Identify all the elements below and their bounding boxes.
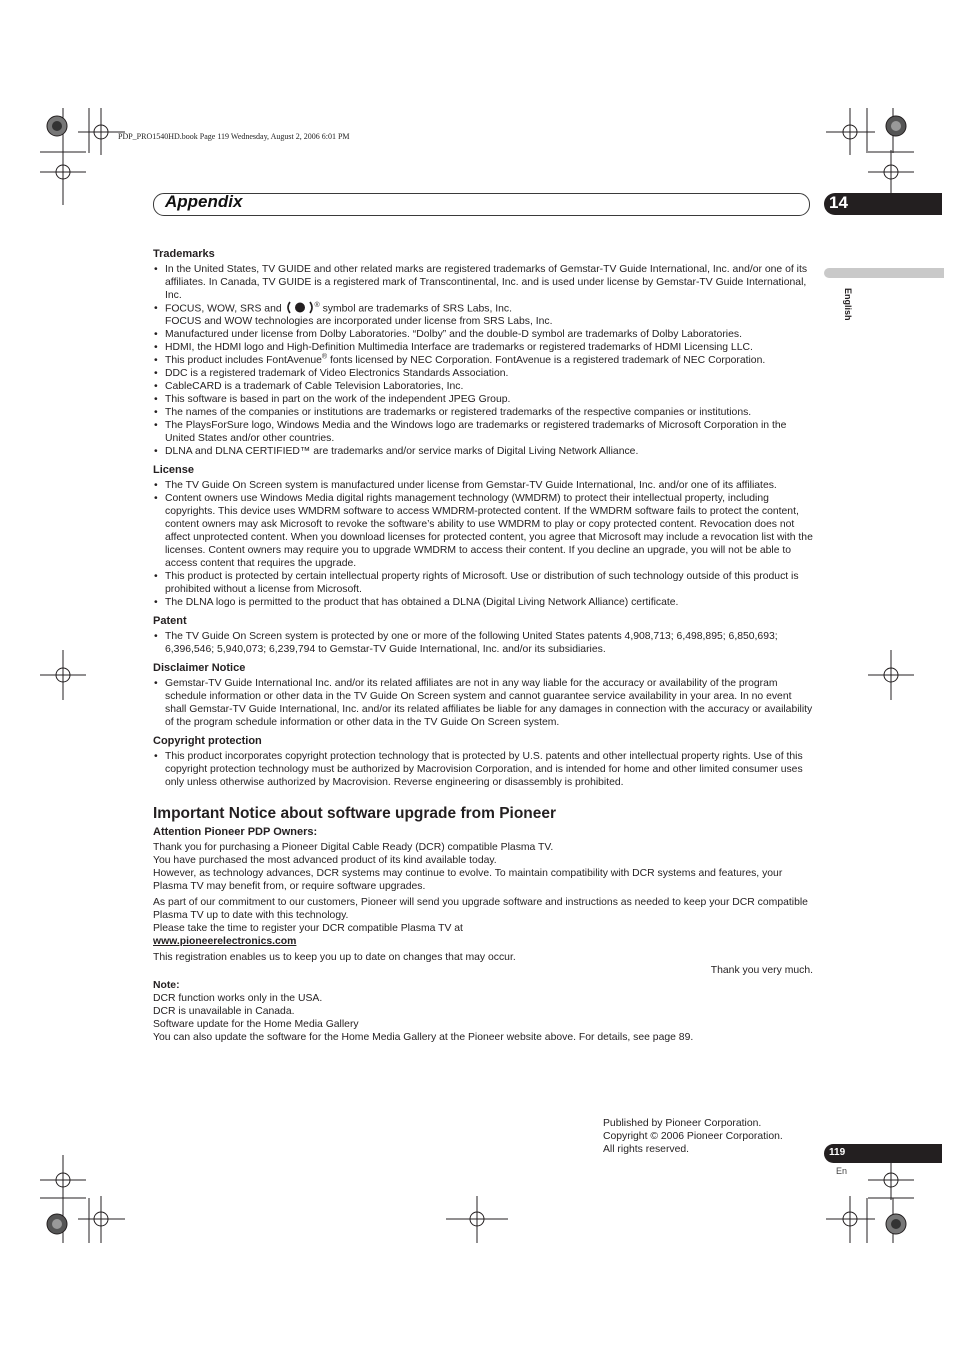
chapter-number: 14 (829, 193, 848, 212)
list-item: • The PlaysForSure logo, Windows Media and the Windows logo are trademarks or registered trademarks of Microsoft Corporation in the United States and/or other countries. (153, 419, 813, 445)
list-item: • In the United States, TV GUIDE and other related marks are registered trademarks of Gemstar-TV Guide International, Inc. and/or one of its affiliates. In Canada, TV GUIDE is a registered mark of Transcontinental, Inc. and is used under license by Gemstar-TV Guide International, Inc. (153, 263, 813, 302)
note-heading: Note: (153, 980, 180, 992)
list-item: • Gemstar-TV Guide International Inc. and/or its related affiliates are not in any way liable for the accuracy or availability of the program schedule information or other data in the TV Guide On Screen system and cannot guarantee service availability in your area. In no event shall Gemstar-TV Guide International, Inc. and/or its related affiliates be liable for any damages in connection with the accuracy or availability of the program schedule information or other data in the TV Guide On Screen system. (153, 677, 813, 729)
main-content (153, 248, 813, 1044)
pioneer-website-link[interactable]: www.pioneerelectronics.com (153, 936, 297, 948)
disclaimer-heading: Disclaimer Notice (153, 662, 246, 675)
trademarks-heading: Trademarks (153, 248, 215, 260)
publisher-line: All rights reserved. (603, 1144, 690, 1155)
registered-mark: ® (321, 353, 328, 361)
list-item: • DLNA and DLNA CERTIFIED™ are trademarks and/or service marks of Digital Living Network Alliance. (153, 445, 813, 458)
list-item: • This product incorporates copyright protection technology that is protected by U.S. patents and other intellectual property rights. Use of this copyright protection technology must be authorized by Macrovision Corporation, and is intended for home and other limited consumer uses only unless otherwise authorized by Macrovision. Reverse engineering or disassembly is prohibited. (153, 750, 813, 789)
notice-heading: Important Notice about software upgrade from Pioneer (153, 805, 557, 823)
srs-text-c: FOCUS and WOW technologies are incorporated under license from SRS Labs, Inc. (165, 316, 553, 328)
trademarks-list (153, 263, 813, 458)
language-tab (824, 268, 944, 278)
notice-paragraph: You have purchased the most advanced product of its kind available today. (153, 855, 497, 867)
fontavenue-text-a: This product includes FontAvenue (165, 355, 322, 367)
page-language: En (836, 1166, 848, 1176)
notice-paragraph: However, as technology advances, DCR systems may continue to evolve. To maintain compatibility with DCR systems and features, your Plasma TV may benefit from, or require software upgrades. (153, 868, 783, 893)
list-item: • The names of the companies or institutions are trademarks or registered trademarks of the respective companies or institutions. (153, 406, 813, 419)
language-label: English (843, 288, 853, 321)
publisher-line: Published by Pioneer Corporation. (603, 1118, 762, 1129)
license-list (153, 479, 813, 609)
notice-paragraph: Please take the time to register your DCR compatible Plasma TV at (153, 923, 463, 935)
registered-mark: ® (314, 301, 320, 309)
note-line: You can also update the software for the Home Media Gallery at the Pioneer website above. For details, see page 89. (153, 1032, 694, 1044)
patent-list (153, 630, 813, 656)
srs-logo-icon (285, 301, 315, 314)
list-item: • The TV Guide On Screen system is manufactured under license from Gemstar-TV Guide International, Inc. and/or one of its affiliates. (153, 479, 813, 492)
srs-text-b: symbol are trademarks of SRS Labs, Inc. (322, 303, 513, 315)
copyright-list (153, 750, 813, 789)
thank-you-line: Thank you very much. (710, 965, 813, 977)
srs-text-a: FOCUS, WOW, SRS and (165, 303, 282, 315)
header-bar (153, 193, 810, 216)
list-item: • This software is based in part on the work of the independent JPEG Group. (153, 393, 813, 406)
publisher-line: Copyright © 2006 Pioneer Corporation. (603, 1131, 783, 1142)
note-line: DCR function works only in the USA. (153, 993, 323, 1005)
list-item: • CableCARD is a trademark of Cable Television Laboratories, Inc. (153, 380, 813, 393)
fontavenue-text-b: fonts licensed by NEC Corporation. FontAvenue is a registered trademark of NEC Corporation. (329, 355, 766, 367)
copyright-heading: Copyright protection (153, 735, 262, 748)
list-item: • HDMI, the HDMI logo and High-Definition Multimedia Interface are trademarks or registered trademarks of HDMI Licensing LLC. (153, 341, 813, 354)
list-item: • DDC is a registered trademark of Video Electronics Standards Association. (153, 367, 813, 380)
notice-subheading: Attention Pioneer PDP Owners: (153, 826, 318, 839)
list-item: • The DLNA logo is permitted to the product that has obtained a DLNA (Digital Living Network Alliance) certificate. (153, 596, 813, 609)
list-item: • Content owners use Windows Media digital rights management technology (WMDRM) to protect their intellectual property, including copyrights. This device uses WMDRM software to access WMDRM-protected content. If the WMDRM software fails to protect the content, content owners may ask Microsoft to revoke the software’s ability to use WMDRM to play or copy protected content. Revocation does not affect unprotected content. When you download licenses for protected content, you agree that Microsoft may include a revocation list with the licenses. Content owners may require you to upgrade WMDRM to access their content. If you decline an upgrade, you will not be able to access content that requires the upgrade. (153, 492, 813, 570)
publisher-block (603, 1117, 783, 1156)
note-line: DCR is unavailable in Canada. (153, 1006, 295, 1018)
page-title: Appendix (165, 192, 243, 211)
notice-paragraph: This registration enables us to keep you up to date on changes that may occur. (153, 952, 516, 964)
list-item: • Manufactured under license from Dolby Laboratories. “Dolby” and the double-D symbol are trademarks of Dolby Laboratories. (153, 328, 813, 341)
list-item (153, 302, 813, 328)
page-number: 119 (829, 1147, 846, 1158)
disclaimer-list (153, 677, 813, 729)
patent-heading: Patent (153, 615, 187, 628)
license-heading: License (153, 464, 194, 477)
notice-paragraph: Thank you for purchasing a Pioneer Digital Cable Ready (DCR) compatible Plasma TV. (153, 842, 554, 854)
list-item: • The TV Guide On Screen system is protected by one or more of the following United States patents 4,908,713; 6,498,895; 6,850,693; 6,396,546; 5,940,073; 6,239,794 to Gemstar-TV Guide International, Inc. and/or its subsidiaries. (153, 630, 813, 656)
book-info-line: PDP_PRO1540HD.book Page 119 Wednesday, August 2, 2006 6:01 PM (118, 132, 350, 141)
list-item: • This product is protected by certain intellectual property rights of Microsoft. Use or distribution of such technology outside of this product is prohibited without a license from Microsoft. (153, 570, 813, 596)
note-line: Software update for the Home Media Gallery (153, 1019, 359, 1031)
list-item (153, 354, 813, 367)
notice-paragraph: As part of our commitment to our customers, Pioneer will send you upgrade software and instructions as needed to keep your DCR compatible Plasma TV up to date with this technology. (153, 897, 808, 922)
